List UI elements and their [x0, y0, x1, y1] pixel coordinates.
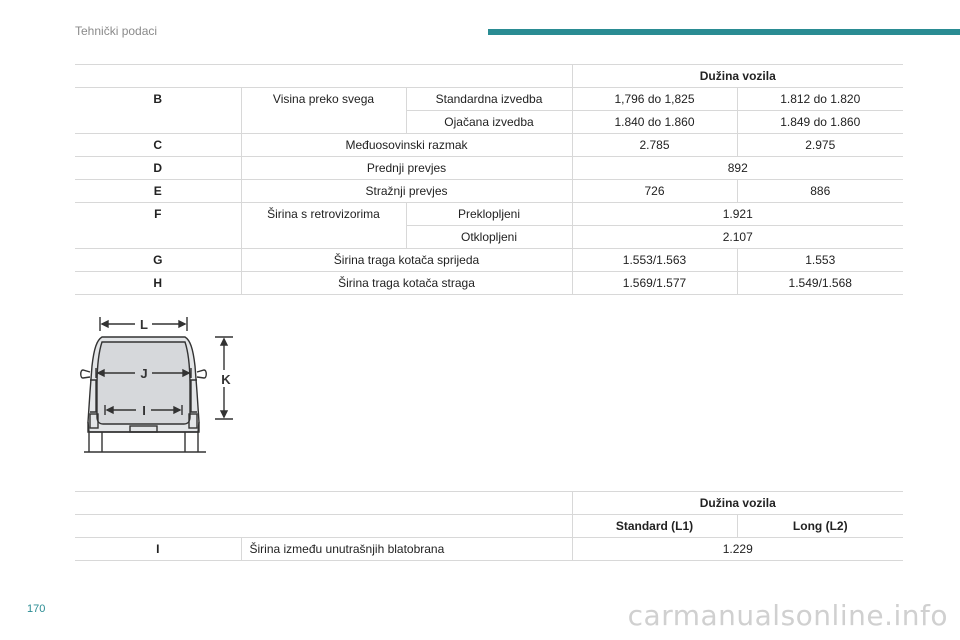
row-desc: Stražnji prevjes: [241, 180, 572, 203]
column-header-standard: Standard (L1): [572, 515, 737, 538]
row-code: G: [75, 249, 241, 272]
table-row: [75, 203, 903, 226]
dimension-label-j: J: [140, 366, 148, 381]
row-code: E: [75, 180, 241, 203]
column-header-long: Long (L2): [737, 515, 903, 538]
row-desc: Visina preko svega: [241, 88, 406, 134]
table-row: [75, 88, 903, 111]
row-code: C: [75, 134, 241, 157]
row-desc: Širina s retrovizorima: [241, 203, 406, 249]
table-header-row: [75, 515, 903, 538]
row-code: D: [75, 157, 241, 180]
table-row: [75, 249, 903, 272]
row-value: 2.107: [572, 226, 903, 249]
row-value: 1.812 do 1.820: [737, 88, 903, 111]
table-header-row: [75, 65, 903, 88]
row-value: 1.549/1.568: [737, 272, 903, 295]
row-desc: Prednji prevjes: [241, 157, 572, 180]
dimension-label-i: I: [142, 403, 146, 418]
dimension-label-k: K: [221, 372, 231, 387]
row-value: 2.975: [737, 134, 903, 157]
row-value: 1.553/1.563: [572, 249, 737, 272]
dimension-label-l: L: [140, 317, 148, 332]
row-value: 1.840 do 1.860: [572, 111, 737, 134]
row-code: I: [75, 538, 241, 561]
width-table: [75, 491, 903, 561]
row-value: 1.553: [737, 249, 903, 272]
van-rear-dimension-diagram: [78, 314, 243, 459]
row-code: B: [75, 88, 241, 134]
table-row: [75, 134, 903, 157]
table-row: [75, 272, 903, 295]
dimensions-table: [75, 64, 903, 295]
row-variant: Preklopljeni: [406, 203, 572, 226]
table-row: [75, 157, 903, 180]
table-row: [75, 538, 903, 561]
row-code: H: [75, 272, 241, 295]
table-header-row: [75, 492, 903, 515]
row-variant: Ojačana izvedba: [406, 111, 572, 134]
row-desc: Širina između unutrašnjih blatobrana: [241, 538, 572, 561]
row-variant: Otklopljeni: [406, 226, 572, 249]
row-value: 1.229: [572, 538, 903, 561]
row-value: 1.569/1.577: [572, 272, 737, 295]
table-row: [75, 180, 903, 203]
row-desc: Međuosovinski razmak: [241, 134, 572, 157]
row-value: 1,796 do 1,825: [572, 88, 737, 111]
row-value: 2.785: [572, 134, 737, 157]
row-desc: Širina traga kotača straga: [241, 272, 572, 295]
row-value: 1.921: [572, 203, 903, 226]
watermark: carmanualsonline.info: [627, 599, 948, 632]
column-header: Dužina vozila: [572, 65, 903, 88]
row-variant: Standardna izvedba: [406, 88, 572, 111]
section-title: Tehnički podaci: [75, 24, 158, 38]
row-value: 892: [572, 157, 903, 180]
column-header: Dužina vozila: [572, 492, 903, 515]
row-value: 886: [737, 180, 903, 203]
row-value: 726: [572, 180, 737, 203]
row-value: 1.849 do 1.860: [737, 111, 903, 134]
row-code: F: [75, 203, 241, 249]
page-number: 170: [27, 603, 46, 615]
row-desc: Širina traga kotača sprijeda: [241, 249, 572, 272]
accent-bar: [488, 29, 960, 35]
